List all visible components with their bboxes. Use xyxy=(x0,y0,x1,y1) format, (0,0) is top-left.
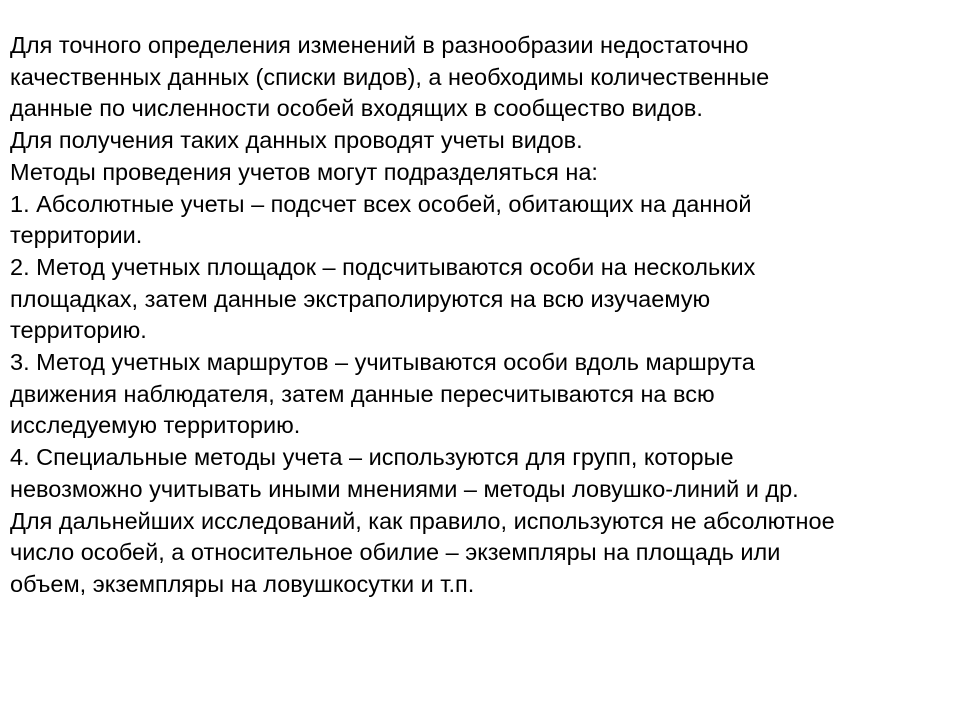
list-item-2-line-3: территорию. xyxy=(10,317,147,344)
slide-body-text xyxy=(10,30,950,601)
list-item-3-line-2: движения наблюдателя, затем данные пересчитываются на всю xyxy=(10,380,715,407)
text-line: число особей, а относительное обилие – экземпляры на площадь или xyxy=(10,539,781,566)
list-item-2-line-2: площадках, затем данные экстраполируются на всю изучаемую xyxy=(10,285,711,312)
text-line: Для дальнейших исследований, как правило, используются не абсолютное xyxy=(10,507,835,534)
list-item-3-line-1: 3. Метод учетных маршрутов – учитываются особи вдоль маршрута xyxy=(10,349,755,376)
text-line: Для точного определения изменений в разнообразии недостаточно xyxy=(10,32,749,58)
list-item-1-line-1: 1. Абсолютные учеты – подсчет всех особей, обитающих на данной xyxy=(10,190,752,217)
list-item-3-line-3: исследуемую территорию. xyxy=(10,412,301,439)
text-line: объем, экземпляры на ловушкосутки и т.п. xyxy=(10,570,475,597)
text-line: данные по численности особей входящих в сообщество видов. xyxy=(10,95,703,122)
text-line: Для получения таких данных проводят учеты видов. xyxy=(10,127,583,154)
list-item-1-line-2: территории. xyxy=(10,222,143,249)
list-item-4-line-2: невозможно учитывать иными мнениями – методы ловушко-линий и др. xyxy=(10,475,799,502)
list-item-4-line-1: 4. Специальные методы учета – используются для групп, которые xyxy=(10,444,734,471)
text-line: Методы проведения учетов могут подразделяться на: xyxy=(10,158,598,185)
list-item-2-line-1: 2. Метод учетных площадок – подсчитываются особи на нескольких xyxy=(10,253,756,280)
text-line: качественных данных (списки видов), а необходимы количественные xyxy=(10,63,770,90)
